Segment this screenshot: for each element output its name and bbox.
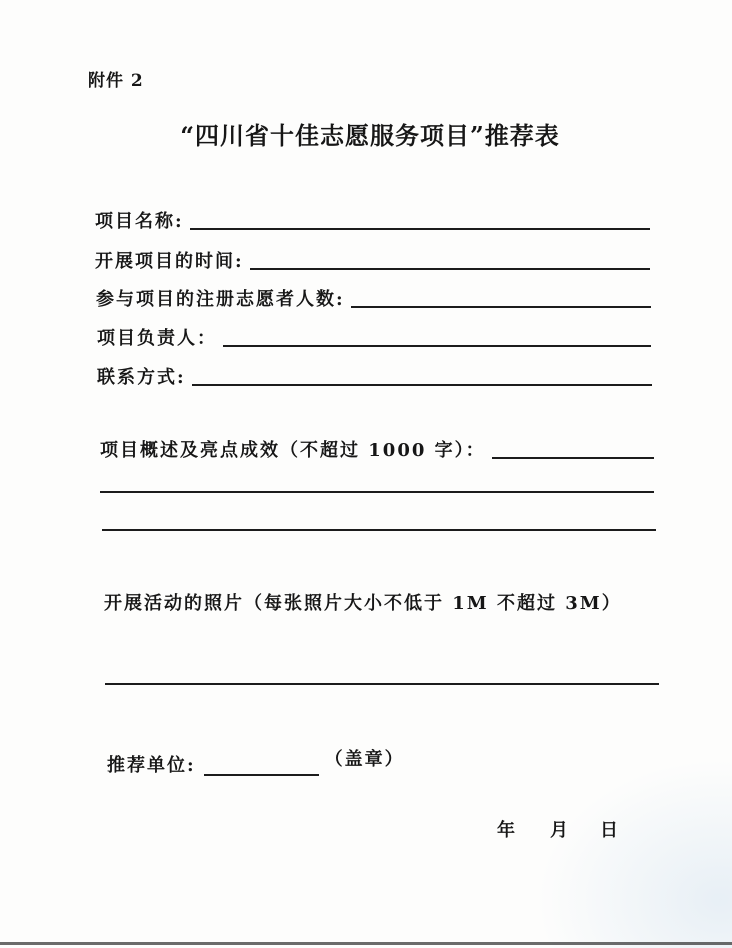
- recommender-line: [204, 774, 319, 776]
- scan-edge: [0, 942, 732, 945]
- field-label-volunteer-count: 参与项目的注册志愿者人数:: [96, 289, 345, 310]
- photos-row: [104, 590, 664, 616]
- field-row-project-name: [95, 208, 650, 234]
- form-title: “四川省十佳志愿服务项目”推荐表: [180, 121, 560, 150]
- summary-line-2: [100, 491, 654, 493]
- volunteer-count-line: [351, 306, 651, 308]
- contact-line: [192, 384, 652, 386]
- summary-label: 项目概述及亮点成效（不超过 1000 字）：: [100, 440, 486, 461]
- project-name-line: [190, 228, 650, 230]
- summary-line-3: [102, 529, 656, 531]
- summary-row: [100, 437, 654, 463]
- field-label-project-name: 项目名称:: [95, 211, 184, 232]
- recommender-label: 推荐单位:: [107, 755, 196, 776]
- photos-line: [105, 683, 659, 685]
- photos-label: 开展活动的照片（每张照片大小不低于 1M 不超过 3M）: [104, 593, 622, 614]
- date-day: 日: [600, 820, 618, 841]
- field-row-project-time: [95, 248, 650, 274]
- field-label-project-time: 开展项目的时间:: [95, 251, 244, 272]
- field-label-contact: 联系方式:: [97, 367, 186, 388]
- date-month: 月: [550, 820, 568, 841]
- project-lead-line: [223, 345, 651, 347]
- seal-note: （盖章）: [324, 749, 405, 770]
- recommender-row: [107, 748, 447, 778]
- field-row-contact: [97, 364, 652, 390]
- summary-line-1: [492, 457, 654, 459]
- field-row-project-lead: [97, 325, 651, 351]
- attachment-label: 附件 2: [88, 71, 144, 91]
- date-year: 年: [497, 820, 515, 841]
- field-label-project-lead: 项目负责人：: [97, 328, 217, 349]
- project-time-line: [250, 268, 650, 270]
- field-row-volunteer-count: [96, 286, 651, 312]
